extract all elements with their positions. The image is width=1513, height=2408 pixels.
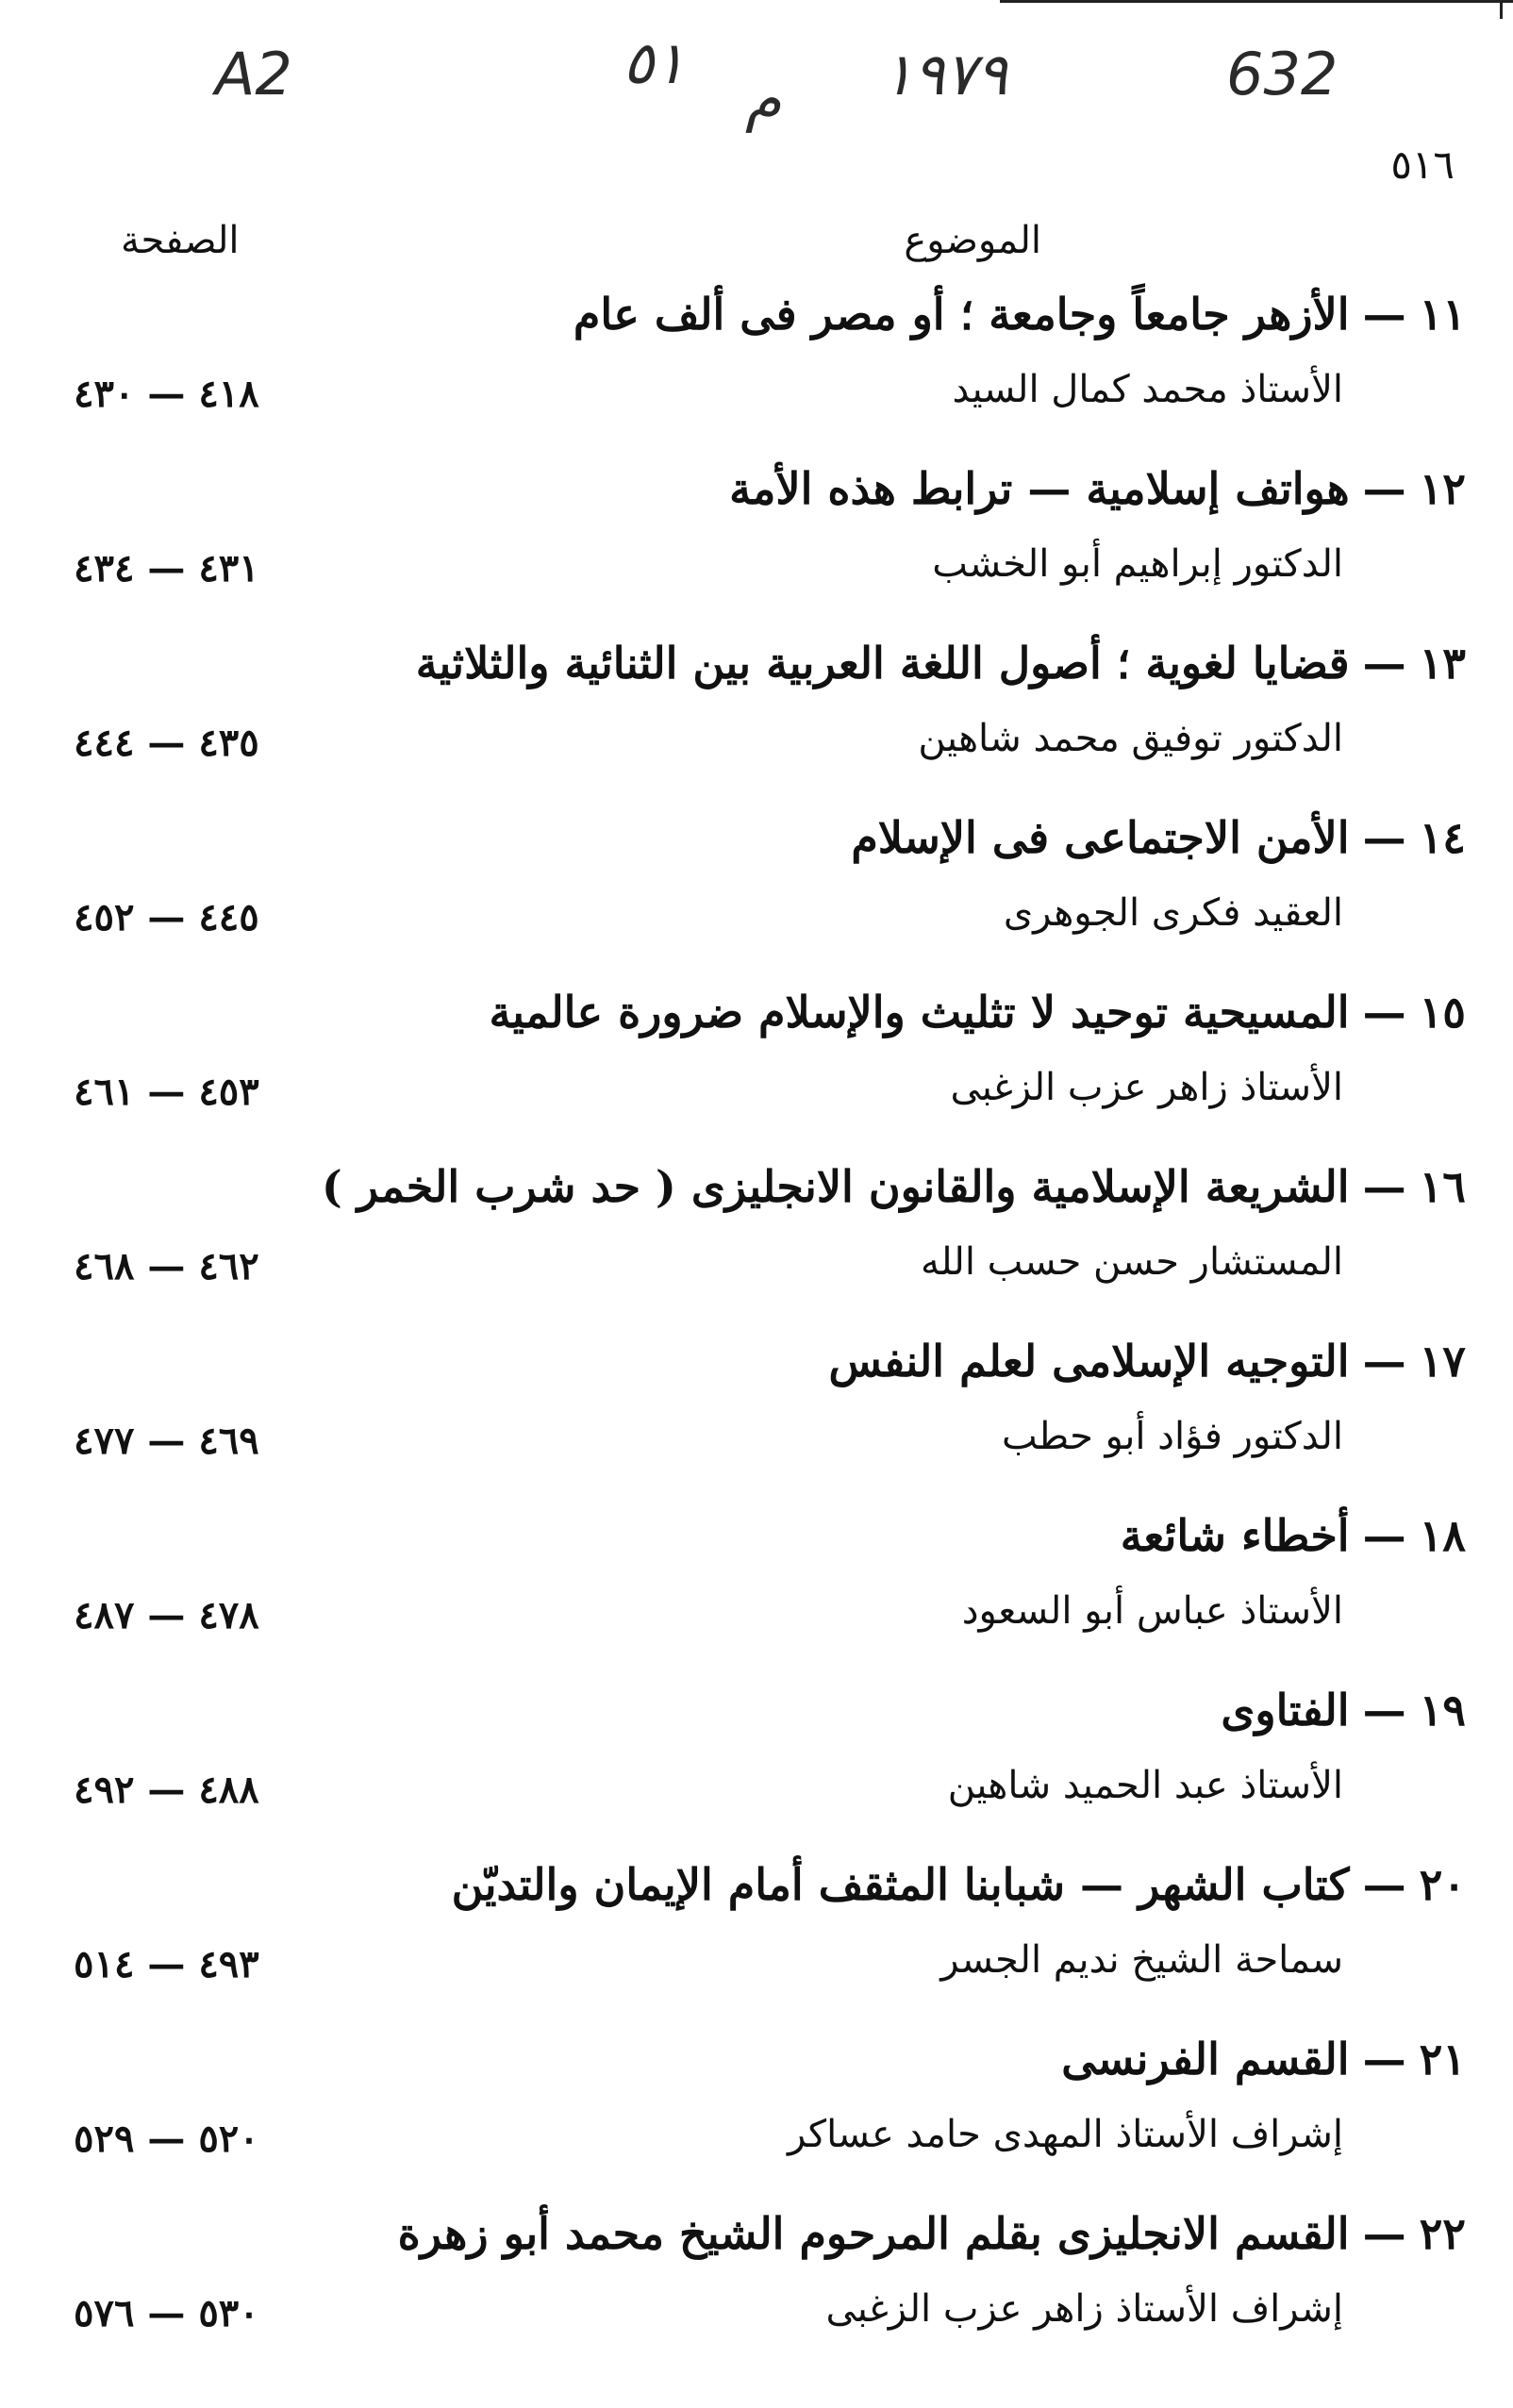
entry-title: القسم الانجليزى بقلم المرحوم الشيخ محمد أبو زهرة xyxy=(397,2208,1350,2259)
toc-entry xyxy=(0,981,1513,1155)
entry-author: الدكتور فؤاد أبو حطب xyxy=(1002,1415,1343,1458)
handwritten-note-left: A2 xyxy=(215,40,292,108)
entry-pages: ٤٧٨ — ٤٨٧ xyxy=(74,1593,259,1637)
page-number: ٥١٦ xyxy=(1390,141,1455,188)
entry-dash: — xyxy=(1362,1161,1406,1212)
entry-dash: — xyxy=(1362,2034,1406,2084)
entry-number: ١٧ xyxy=(1419,1336,1466,1387)
entry-dash: — xyxy=(1362,1336,1406,1387)
subject-column-header: الموضوع xyxy=(904,219,1041,262)
entry-title: قضايا لغوية ؛ أصول اللغة العربية بين الثنائية والثلاثية xyxy=(415,638,1350,689)
toc-entry xyxy=(0,457,1513,632)
entry-title: القسم الفرنسى xyxy=(1061,2034,1350,2084)
entry-title-line xyxy=(398,2208,1466,2259)
corner-rule xyxy=(1500,0,1503,19)
entry-author: الأستاذ عبد الحميد شاهين xyxy=(947,1764,1343,1807)
entry-pages: ٥٢٠ — ٥٢٩ xyxy=(74,2117,259,2161)
entry-pages: ٤٤٥ — ٤٥٢ xyxy=(74,895,259,939)
entry-author: إشراف الأستاذ المهدى حامد عساكر xyxy=(787,2113,1343,2156)
entry-title: الأزهر جامعاً وجامعة ؛ أو مصر فى ألف عام xyxy=(573,289,1350,340)
entry-pages: ٤٦٩ — ٤٧٧ xyxy=(74,1419,259,1463)
toc-entry xyxy=(0,1679,1513,1853)
entry-title: كتاب الشهر — شبابنا المثقف أمام الإيمان والتديّن xyxy=(451,1859,1350,1910)
entry-dash: — xyxy=(1362,638,1406,689)
entry-number: ١٩ xyxy=(1419,1685,1466,1735)
entry-number: ٢٠ xyxy=(1419,1859,1466,1910)
entry-title-line xyxy=(452,1859,1466,1910)
entry-title-line xyxy=(1061,2034,1466,2084)
entry-author: سماحة الشيخ نديم الجسر xyxy=(940,1938,1343,1982)
entry-number: ١٣ xyxy=(1419,638,1466,689)
entry-dash: — xyxy=(1362,1685,1406,1735)
entry-pages: ٤٨٨ — ٤٩٢ xyxy=(74,1768,259,1812)
entry-author: المستشار حسن حسب الله xyxy=(920,1240,1343,1284)
entry-number: ١٢ xyxy=(1419,463,1466,514)
entry-number: ٢١ xyxy=(1419,2034,1466,2084)
entry-title: هواتف إسلامية — ترابط هذه الأمة xyxy=(729,463,1350,514)
toc-entry xyxy=(0,1853,1513,2028)
entry-pages: ٤٩٣ — ٥١٤ xyxy=(74,1942,259,1986)
entry-dash: — xyxy=(1362,1510,1406,1561)
entry-title-line xyxy=(851,812,1466,863)
toc-entry xyxy=(0,1155,1513,1330)
entry-title: الفتاوى xyxy=(1221,1685,1350,1735)
entry-dash: — xyxy=(1362,1859,1406,1910)
toc-entry xyxy=(0,1330,1513,1504)
entry-title-line xyxy=(828,1336,1466,1387)
entry-author: الأستاذ زاهر عزب الزغبى xyxy=(950,1066,1343,1109)
entry-pages: ٤٣١ — ٤٣٤ xyxy=(74,546,259,590)
entry-title-line xyxy=(1221,1685,1466,1735)
entry-number: ١٨ xyxy=(1419,1510,1466,1561)
entry-number: ١١ xyxy=(1419,289,1466,340)
entry-dash: — xyxy=(1362,289,1406,340)
entry-author: الدكتور إبراهيم أبو الخشب xyxy=(932,542,1343,586)
entry-author: الأستاذ محمد كمال السيد xyxy=(952,368,1343,411)
entry-author: إشراف الأستاذ زاهر عزب الزغبى xyxy=(825,2287,1343,2331)
toc-entry xyxy=(0,632,1513,806)
entry-title-line xyxy=(416,638,1466,689)
entry-title: أخطاء شائعة xyxy=(1120,1510,1350,1561)
page-column-header: الصفحة xyxy=(121,219,240,262)
handwritten-note-number: ٥١ xyxy=(623,28,686,97)
toc-entry xyxy=(0,2202,1513,2377)
entry-title-line xyxy=(322,1161,1466,1212)
entry-pages: ٥٣٠ — ٥٧٦ xyxy=(74,2291,259,2335)
entry-dash: — xyxy=(1362,2208,1406,2259)
entry-pages: ٤١٨ — ٤٣٠ xyxy=(74,372,259,416)
entry-pages: ٤٦٢ — ٤٦٨ xyxy=(74,1244,259,1288)
toc-entry xyxy=(0,1504,1513,1679)
entry-number: ١٥ xyxy=(1419,987,1466,1038)
entry-dash: — xyxy=(1362,987,1406,1038)
entry-number: ٢٢ xyxy=(1419,2208,1466,2259)
top-rule xyxy=(1000,0,1513,3)
entry-title: التوجيه الإسلامى لعلم النفس xyxy=(828,1336,1350,1387)
handwritten-note-code: 632 xyxy=(1226,40,1338,108)
entry-number: ١٤ xyxy=(1419,812,1466,863)
entry-pages: ٤٥٣ — ٤٦١ xyxy=(74,1070,259,1114)
entry-title-line xyxy=(729,463,1466,514)
handwritten-note-year: ١٩٧٩ xyxy=(882,40,1008,108)
handwritten-note-letter: م xyxy=(745,64,782,133)
entry-author: العقيد فكرى الجوهرى xyxy=(1003,891,1343,935)
entry-title: المسيحية توحيد لا تثليث والإسلام ضرورة عالمية xyxy=(489,987,1350,1038)
entry-dash: — xyxy=(1362,812,1406,863)
toc-entry xyxy=(0,2028,1513,2202)
entry-title: الشريعة الإسلامية والقانون الانجليزى ( حد شرب الخمر ) xyxy=(321,1161,1350,1212)
table-of-contents xyxy=(0,283,1513,2377)
entry-author: الأستاذ عباس أبو السعود xyxy=(961,1589,1343,1633)
toc-entry xyxy=(0,806,1513,981)
entry-title-line xyxy=(489,987,1466,1038)
entry-title: الأمن الاجتماعى فى الإسلام xyxy=(851,812,1350,863)
entry-author: الدكتور توفيق محمد شاهين xyxy=(918,717,1343,760)
entry-number: ١٦ xyxy=(1419,1161,1466,1212)
toc-entry xyxy=(0,283,1513,457)
entry-pages: ٤٣٥ — ٤٤٤ xyxy=(74,721,259,765)
entry-title-line xyxy=(574,289,1466,340)
entry-dash: — xyxy=(1362,463,1406,514)
entry-title-line xyxy=(1121,1510,1466,1561)
